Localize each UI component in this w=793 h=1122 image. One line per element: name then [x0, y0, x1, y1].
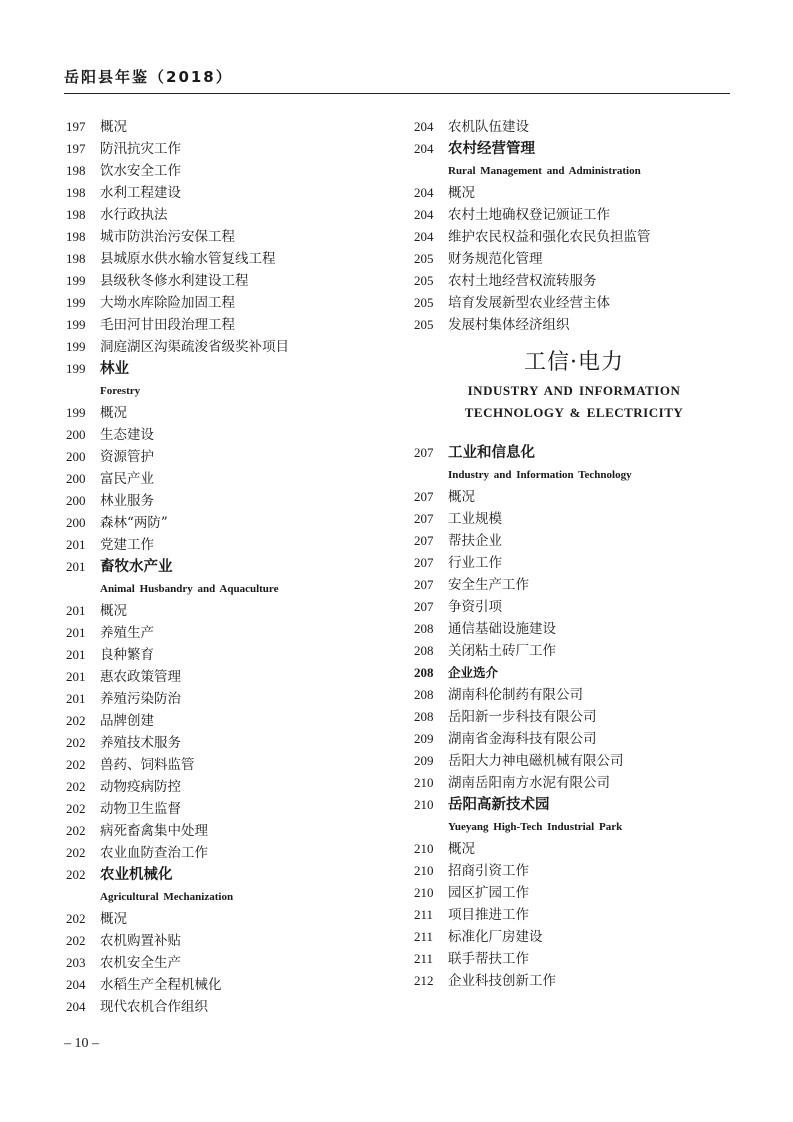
toc-entry[interactable]: [414, 750, 734, 772]
toc-entry[interactable]: [66, 314, 366, 336]
toc-entry[interactable]: [66, 600, 366, 622]
toc-entry-title: 兽药、饲料监管: [100, 757, 195, 773]
toc-entry-title: 防汛抗灾工作: [100, 141, 181, 157]
header-rule: [64, 93, 730, 94]
toc-entry-english-subtitle: Agricultural Mechanization: [100, 891, 234, 903]
toc-page-number: 207: [414, 511, 434, 526]
toc-entry-title: 企业科技创新工作: [448, 973, 556, 989]
toc-entry-title: 品牌创建: [100, 713, 154, 729]
toc-entry-title: 县级秋冬修水利建设工程: [100, 273, 249, 289]
toc-entry-title: 森林“两防”: [100, 515, 168, 531]
toc-entry-title: 湖南省金海科技有限公司: [448, 731, 597, 747]
toc-subsection-heading[interactable]: [414, 662, 734, 684]
toc-entry-title: 饮水安全工作: [100, 163, 181, 179]
toc-entry[interactable]: [414, 226, 734, 248]
toc-page-number: 204: [66, 977, 86, 992]
toc-entry-title: 现代农机合作组织: [100, 999, 208, 1015]
toc-entry[interactable]: [66, 732, 366, 754]
toc-entry-title: 农业血防查治工作: [100, 845, 208, 861]
toc-page-number: 204: [414, 119, 434, 134]
toc-entry-title: 行业工作: [448, 555, 502, 571]
toc-entry-title: 农机队伍建设: [448, 119, 529, 135]
toc-page-number: 205: [414, 273, 434, 288]
toc-page-number: 204: [414, 141, 434, 156]
toc-entry-title: 发展村集体经济组织: [448, 317, 570, 333]
toc-page-number: 204: [66, 999, 86, 1014]
toc-entry[interactable]: [414, 640, 734, 662]
toc-page-number: 199: [66, 339, 86, 354]
toc-section-heading[interactable]: [66, 864, 366, 886]
toc-entry-english-subtitle: Rural Management and Administration: [448, 165, 641, 177]
section-title-en-line1: INDUSTRY AND INFORMATION: [467, 383, 681, 398]
toc-page-number: 210: [414, 863, 434, 878]
toc-page-number: 201: [66, 691, 86, 706]
toc-entry-title: 农业机械化: [100, 867, 173, 883]
toc-column-right: [414, 116, 734, 992]
toc-entry[interactable]: [414, 292, 734, 314]
toc-page-number: 200: [66, 515, 86, 530]
section-title: 工信·电力: [524, 350, 624, 375]
toc-entry[interactable]: [414, 248, 734, 270]
toc-entry[interactable]: [66, 512, 366, 534]
toc-page-number: 200: [66, 471, 86, 486]
toc-entry-title: 农机安全生产: [100, 955, 181, 971]
toc-entry-title: 农机购置补贴: [100, 933, 181, 949]
toc-entry[interactable]: [414, 270, 734, 292]
toc-entry-english-subtitle: Forestry: [100, 385, 141, 397]
toc-entry-title: 水利工程建设: [100, 185, 181, 201]
toc-page-number: 200: [66, 449, 86, 464]
toc-entry[interactable]: [66, 798, 366, 820]
toc-page-number: 202: [66, 867, 86, 882]
toc-entry[interactable]: [66, 402, 366, 424]
toc-entry[interactable]: [66, 248, 366, 270]
toc-page-number: 201: [66, 669, 86, 684]
toc-entry-title: 工业和信息化: [448, 445, 535, 461]
toc-entry-title: 企业选介: [448, 665, 499, 680]
toc-entry-title: 农村土地经营权流转服务: [448, 273, 597, 289]
toc-entry-title: 农村经营管理: [448, 141, 535, 157]
toc-entry-title: 概况: [448, 489, 475, 505]
toc-entry-title: 概况: [448, 185, 475, 201]
toc-entry-title: 水行政执法: [100, 207, 168, 223]
toc-page-number: 202: [66, 911, 86, 926]
toc-entry[interactable]: [414, 882, 734, 904]
toc-entry-title: 资源管护: [100, 449, 154, 465]
toc-entry[interactable]: [414, 926, 734, 948]
toc-entry-title: 党建工作: [100, 537, 154, 553]
toc-page-number: 207: [414, 577, 434, 592]
toc-section-heading[interactable]: [414, 442, 734, 464]
toc-entry-title: 概况: [448, 841, 475, 857]
toc-entry-title: 关闭粘土砖厂工作: [448, 643, 556, 659]
section-spacer: [414, 424, 734, 442]
toc-entry-title: 农村土地确权登记颁证工作: [448, 207, 610, 223]
toc-entry-title: 概况: [100, 911, 127, 927]
toc-entry-title: 富民产业: [100, 471, 154, 487]
toc-page-number: 201: [66, 647, 86, 662]
toc-entry[interactable]: [414, 508, 734, 530]
section-heading-block: [414, 346, 734, 424]
toc-entry-title: 县城原水供水输水管复线工程: [100, 251, 276, 267]
toc-entry[interactable]: [414, 772, 734, 794]
toc-page-number: 199: [66, 295, 86, 310]
toc-entry[interactable]: [66, 908, 366, 930]
toc-entry-title: 动物疫病防控: [100, 779, 181, 795]
toc-page-number: 197: [66, 119, 86, 134]
toc-page-number: 205: [414, 317, 434, 332]
toc-entry[interactable]: [414, 530, 734, 552]
toc-entry-title: 培育发展新型农业经营主体: [448, 295, 610, 311]
toc-entry[interactable]: [414, 618, 734, 640]
toc-entry-title: 湖南岳阳南方水泥有限公司: [448, 775, 610, 791]
toc-page-number: 199: [66, 361, 86, 376]
toc-entry[interactable]: [414, 684, 734, 706]
toc-entry[interactable]: [66, 424, 366, 446]
toc-entry-title: 畜牧水产业: [100, 559, 173, 575]
toc-entry-title: 招商引资工作: [448, 863, 529, 879]
toc-page-number: 210: [414, 775, 434, 790]
toc-entry[interactable]: [66, 952, 366, 974]
toc-entry-title: 安全生产工作: [448, 577, 529, 593]
toc-page-number: 202: [66, 757, 86, 772]
toc-entry[interactable]: [414, 948, 734, 970]
toc-page-number: 208: [414, 687, 434, 702]
toc-page-number: 209: [414, 753, 434, 768]
toc-page-number: 211: [414, 951, 434, 966]
toc-section-heading[interactable]: [414, 138, 734, 160]
toc-page-number: 198: [66, 251, 86, 266]
toc-section-heading[interactable]: [414, 794, 734, 816]
toc-entry[interactable]: [66, 138, 366, 160]
toc-column-left: [66, 116, 366, 1018]
toc-entry-title: 毛田河甘田段治理工程: [100, 317, 235, 333]
toc-page-number: 202: [66, 845, 86, 860]
toc-entry[interactable]: [66, 116, 366, 138]
toc-page-number: 199: [66, 273, 86, 288]
toc-page-number: 208: [414, 665, 434, 680]
toc-entry-title: 林业服务: [100, 493, 154, 509]
toc-page-number: 198: [66, 163, 86, 178]
toc-entry-title: 养殖技术服务: [100, 735, 181, 751]
toc-entry-title: 维护农民权益和强化农民负担监管: [448, 229, 651, 245]
toc-entry-title: 概况: [100, 119, 127, 135]
toc-page-number: 198: [66, 185, 86, 200]
toc-entry-title: 大坳水库除险加固工程: [100, 295, 235, 311]
toc-entry[interactable]: [66, 182, 366, 204]
toc-entry[interactable]: [66, 974, 366, 996]
toc-entry-title: 帮扶企业: [448, 533, 502, 549]
toc-page-number: 204: [414, 207, 434, 222]
toc-entry[interactable]: [66, 292, 366, 314]
toc-list-agriculture: [414, 116, 734, 336]
toc-entry[interactable]: [66, 622, 366, 644]
toc-page-number: 203: [66, 955, 86, 970]
toc-page-number: 202: [66, 779, 86, 794]
toc-entry-title: 养殖生产: [100, 625, 154, 641]
toc-page-number: 205: [414, 295, 434, 310]
toc-page-number: 202: [66, 735, 86, 750]
toc-page-number: 208: [414, 643, 434, 658]
toc-entry[interactable]: [66, 776, 366, 798]
toc-page-number: 201: [66, 603, 86, 618]
toc-entry[interactable]: [66, 996, 366, 1018]
toc-entry[interactable]: [414, 860, 734, 882]
toc-page-number: 207: [414, 445, 434, 460]
toc-page-number: 207: [414, 599, 434, 614]
toc-entry-title: 城市防洪治污安保工程: [100, 229, 235, 245]
toc-entry-title: 标准化厂房建设: [448, 929, 543, 945]
toc-entry[interactable]: [414, 204, 734, 226]
toc-entry[interactable]: [66, 446, 366, 468]
toc-entry[interactable]: [66, 710, 366, 732]
toc-page-number: 201: [66, 559, 86, 574]
toc-page-number: 204: [414, 229, 434, 244]
toc-entry-title: 动物卫生监督: [100, 801, 181, 817]
toc-entry-english-subtitle: Industry and Information Technology: [448, 469, 632, 481]
toc-entry[interactable]: [414, 574, 734, 596]
toc-entry[interactable]: [414, 182, 734, 204]
toc-entry[interactable]: [66, 468, 366, 490]
toc-entry-title: 良种繁育: [100, 647, 154, 663]
toc-section-heading[interactable]: [66, 358, 366, 380]
toc-entry[interactable]: [66, 820, 366, 842]
toc-entry-title: 争资引项: [448, 599, 502, 615]
toc-entry[interactable]: [66, 226, 366, 248]
toc-entry[interactable]: [414, 904, 734, 926]
toc-page-number: 202: [66, 801, 86, 816]
toc-page-number: 202: [66, 823, 86, 838]
toc-page-number: 199: [66, 405, 86, 420]
toc-entry-title: 通信基础设施建设: [448, 621, 556, 637]
toc-entry-title: 惠农政策管理: [100, 669, 181, 685]
toc-entry-title: 湖南科伦制药有限公司: [448, 687, 583, 703]
toc-entry-title: 工业规模: [448, 511, 502, 527]
toc-page-number: 208: [414, 621, 434, 636]
toc-entry[interactable]: [414, 116, 734, 138]
toc-entry[interactable]: [66, 534, 366, 556]
section-title-en-line2: TECHNOLOGY & ELECTRICITY: [464, 405, 684, 420]
toc-entry[interactable]: [414, 728, 734, 750]
toc-entry-english-subtitle: Yueyang High-Tech Industrial Park: [448, 821, 623, 833]
toc-list-industry: [414, 442, 734, 992]
page-header-title: 岳阳县年鉴（2018）: [64, 68, 233, 86]
toc-entry-title: 联手帮扶工作: [448, 951, 529, 967]
toc-page-number: 210: [414, 885, 434, 900]
toc-page-number: 200: [66, 427, 86, 442]
toc-entry[interactable]: [66, 666, 366, 688]
toc-entry[interactable]: [66, 270, 366, 292]
toc-entry[interactable]: [66, 160, 366, 182]
toc-entry[interactable]: [66, 754, 366, 776]
toc-entry-title: 洞庭湖区沟渠疏浚省级奖补项目: [100, 339, 289, 355]
toc-entry-title: 项目推进工作: [448, 907, 529, 923]
toc-entry[interactable]: [414, 314, 734, 336]
toc-entry[interactable]: [66, 842, 366, 864]
toc-page-number: 207: [414, 489, 434, 504]
toc-entry[interactable]: [66, 336, 366, 358]
toc-page-number: 211: [414, 907, 434, 922]
toc-entry-title: 概况: [100, 405, 127, 421]
toc-entry[interactable]: [414, 838, 734, 860]
toc-page-number: 198: [66, 229, 86, 244]
toc-entry-title: 林业: [100, 361, 129, 377]
toc-page-number: 212: [414, 973, 434, 988]
toc-page-number: 207: [414, 533, 434, 548]
toc-entry[interactable]: [414, 486, 734, 508]
toc-page-number: 211: [414, 929, 434, 944]
toc-entry-english-subtitle: Animal Husbandry and Aquaculture: [100, 583, 279, 595]
toc-entry-title: 岳阳大力神电磁机械有限公司: [448, 753, 624, 769]
toc-page-number: 202: [66, 933, 86, 948]
toc-page-number: 210: [414, 841, 434, 856]
toc-entry-title: 生态建设: [100, 427, 154, 443]
toc-page-number: 198: [66, 207, 86, 222]
toc-entry[interactable]: [66, 930, 366, 952]
toc-page-number: 201: [66, 537, 86, 552]
toc-entry[interactable]: [66, 204, 366, 226]
toc-entry-title: 岳阳高新技术园: [448, 797, 550, 813]
toc-page-number: 204: [414, 185, 434, 200]
toc-page-number: 205: [414, 251, 434, 266]
toc-entry[interactable]: [414, 552, 734, 574]
toc-entry[interactable]: [414, 596, 734, 618]
toc-entry-title: 水稻生产全程机械化: [100, 977, 222, 993]
toc-entry-title: 园区扩园工作: [448, 885, 529, 901]
toc-page-number: 207: [414, 555, 434, 570]
toc-page-number: 197: [66, 141, 86, 156]
toc-page-number: 200: [66, 493, 86, 508]
toc-entry[interactable]: [66, 490, 366, 512]
toc-page-number: 210: [414, 797, 434, 812]
toc-entry[interactable]: [414, 706, 734, 728]
toc-entry-title: 养殖污染防治: [100, 691, 181, 707]
toc-section-heading[interactable]: [66, 556, 366, 578]
toc-entry[interactable]: [414, 970, 734, 992]
toc-entry[interactable]: [66, 644, 366, 666]
toc-page-number: 199: [66, 317, 86, 332]
toc-entry-title: 岳阳新一步科技有限公司: [448, 709, 597, 725]
toc-entry-title: 病死畜禽集中处理: [100, 823, 208, 839]
toc-entry-title: 财务规范化管理: [448, 251, 543, 267]
toc-entry[interactable]: [66, 688, 366, 710]
toc-page-number: 208: [414, 709, 434, 724]
toc-page-number: 209: [414, 731, 434, 746]
toc-page-number: 201: [66, 625, 86, 640]
page-number: – 10 –: [64, 1036, 99, 1051]
toc-page-number: 202: [66, 713, 86, 728]
toc-entry-title: 概况: [100, 603, 127, 619]
